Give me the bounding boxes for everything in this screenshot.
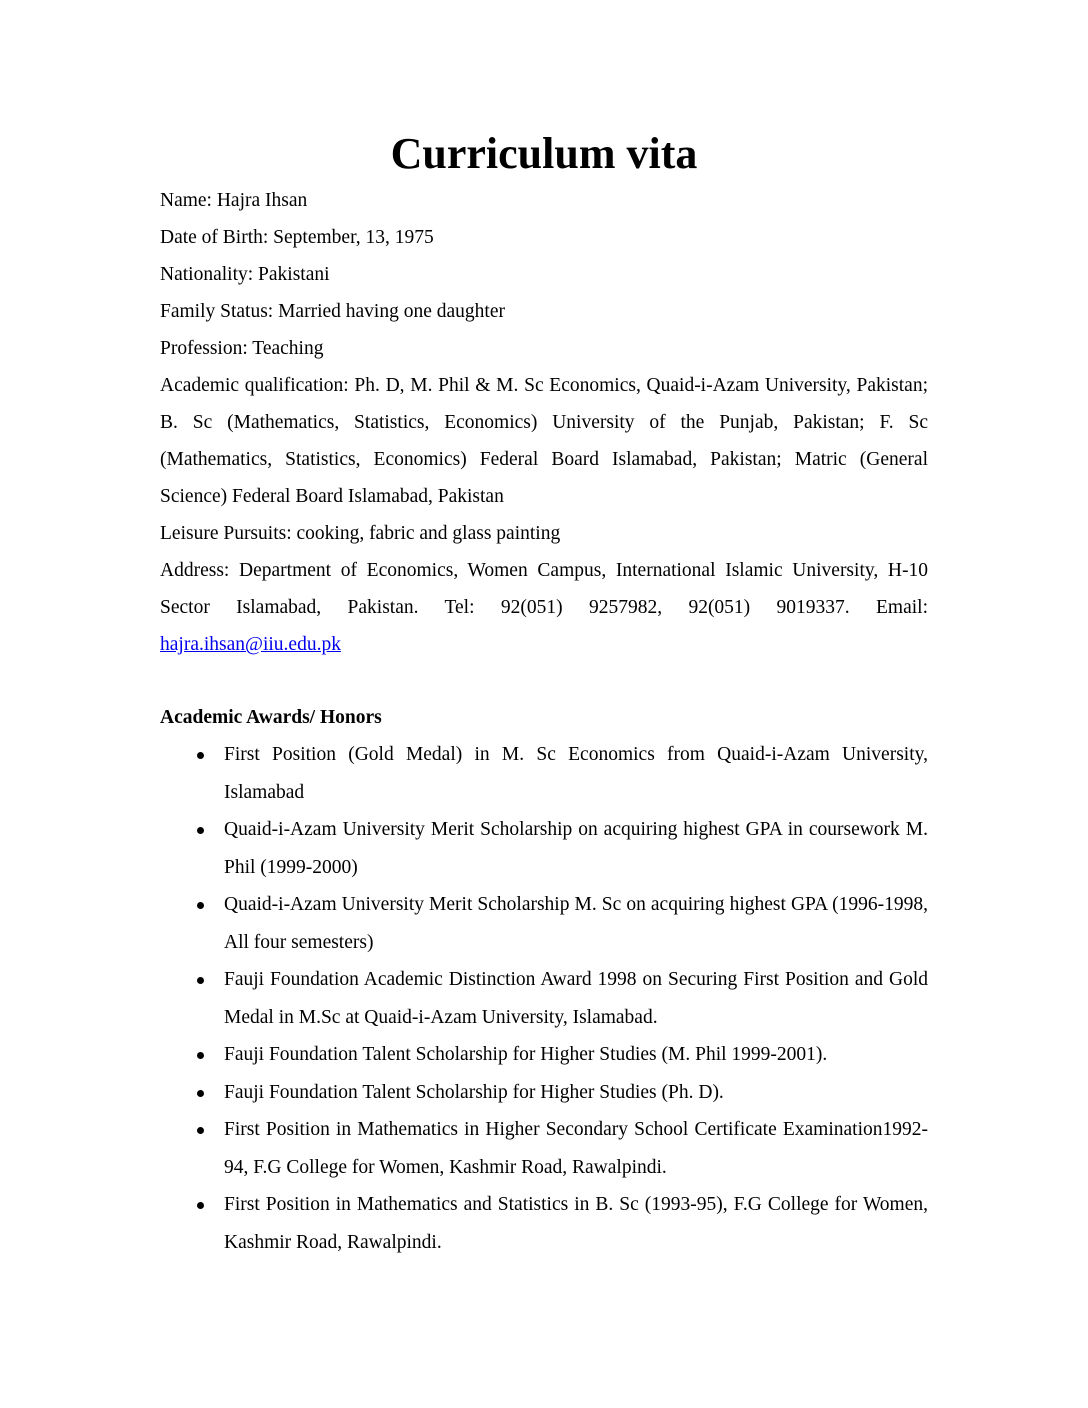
bullet-icon xyxy=(197,1127,204,1134)
document-title: Curriculum vita xyxy=(390,129,698,178)
cv-page-content xyxy=(160,128,928,1261)
profession-line: Profession: Teaching xyxy=(160,338,324,359)
award-item xyxy=(160,961,928,1036)
bullet-icon xyxy=(197,902,204,909)
award-item xyxy=(160,886,928,961)
bullet-icon xyxy=(197,1090,204,1097)
email-link[interactable]: hajra.ihsan@iiu.edu.pk xyxy=(160,634,341,655)
name-line: Name: Hajra Ihsan xyxy=(160,190,308,211)
leisure-pursuits-line: Leisure Pursuits: cooking, fabric and glass painting xyxy=(160,523,561,544)
award-text: Fauji Foundation Talent Scholarship for Higher Studies (M. Phil 1999-2001). xyxy=(224,1044,828,1065)
academic-qualification-paragraph: Academic qualification: Ph. D, M. Phil & M. Sc Economics, Quaid-i-Azam University, Pakistan; B. Sc (Mathematics, Statistics, Economics) University of the Punjab, Pakistan; F. Sc (Mathematics, Statistics, Economics) Federal Board Islamabad, Pakistan; Matric (General Science) Federal Board Islamabad, Pakistan xyxy=(160,375,928,507)
award-item xyxy=(160,811,928,886)
bullet-icon xyxy=(197,1052,204,1059)
awards-heading: Academic Awards/ Honors xyxy=(160,707,382,728)
award-item xyxy=(160,1186,928,1261)
family-status-line: Family Status: Married having one daughter xyxy=(160,301,505,322)
award-item xyxy=(160,1074,928,1112)
personal-details xyxy=(160,182,928,663)
award-text: First Position (Gold Medal) in M. Sc Economics from Quaid-i-Azam University, Islamabad xyxy=(224,744,928,803)
award-text: Quaid-i-Azam University Merit Scholarship on acquiring highest GPA in coursework M. Phil (1999-2000) xyxy=(224,819,928,878)
award-text: Fauji Foundation Talent Scholarship for Higher Studies (Ph. D). xyxy=(224,1081,724,1103)
award-item xyxy=(160,1036,928,1074)
award-text: Fauji Foundation Academic Distinction Award 1998 on Securing First Position and Gold Medal in M.Sc at Quaid-i-Azam University, Islamabad. xyxy=(224,969,928,1028)
date-of-birth-line: Date of Birth: September, 13, 1975 xyxy=(160,227,434,248)
award-text: First Position in Mathematics and Statistics in B. Sc (1993-95), F.G College for Women, Kashmir Road, Rawalpindi. xyxy=(224,1194,928,1253)
bullet-icon xyxy=(197,827,204,834)
award-text: Quaid-i-Azam University Merit Scholarship M. Sc on acquiring highest GPA (1996-1998, All four semesters) xyxy=(224,894,928,953)
award-text: First Position in Mathematics in Higher Secondary School Certificate Examination1992-94, F.G College for Women, Kashmir Road, Rawalpindi. xyxy=(224,1119,928,1178)
awards-list xyxy=(160,736,928,1261)
bullet-icon xyxy=(197,752,204,759)
address-paragraph xyxy=(160,552,928,663)
bullet-icon xyxy=(197,1202,204,1209)
address-text: Address: Department of Economics, Women Campus, International Islamic University, H-10 Sector Islamabad, Pakistan. Tel: 92(051) 9257982, 92(051) 9019337. Email: xyxy=(160,560,928,618)
bullet-icon xyxy=(197,977,204,984)
award-item xyxy=(160,736,928,811)
award-item xyxy=(160,1111,928,1186)
nationality-line: Nationality: Pakistani xyxy=(160,264,330,285)
